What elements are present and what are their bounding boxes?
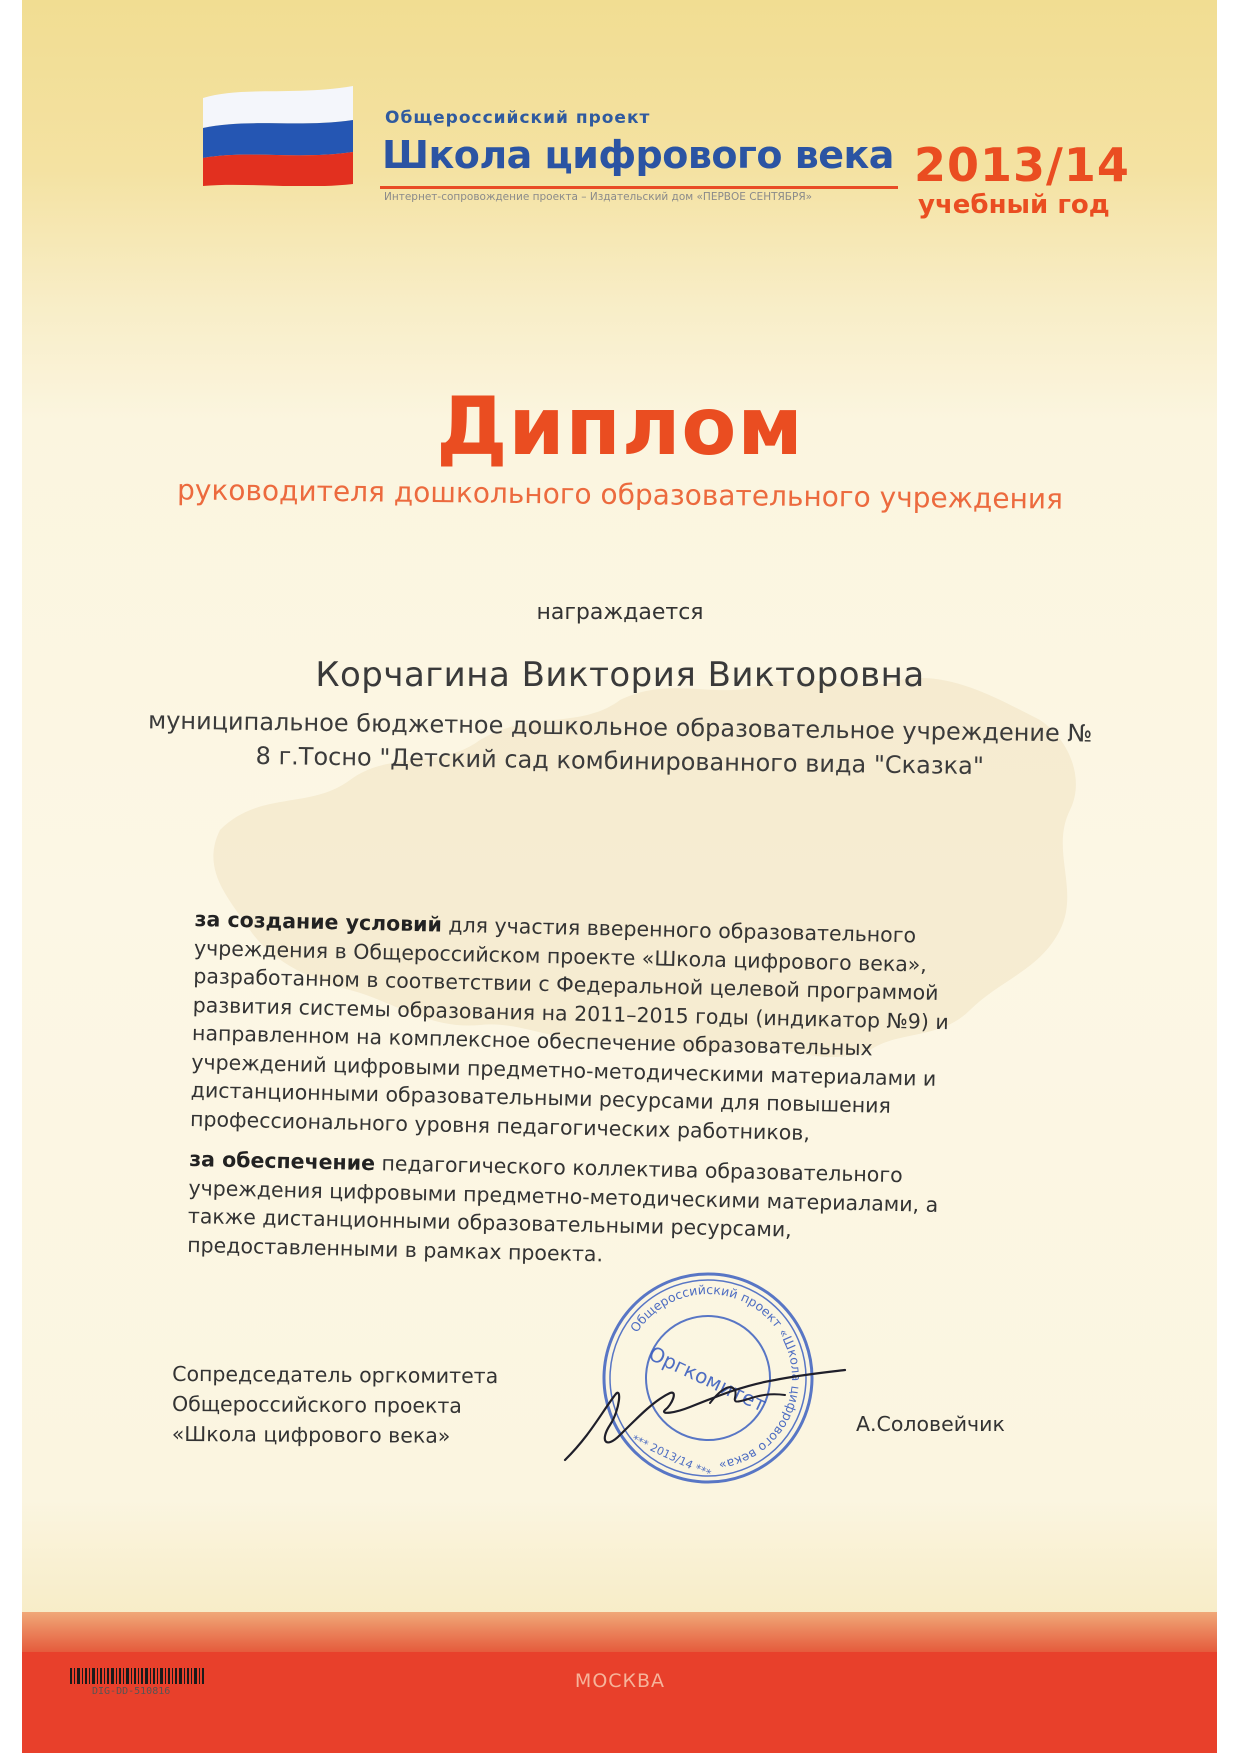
reason-paragraph-2 [187,1145,1009,1278]
signer-role [172,1359,499,1451]
support-line: Интернет-сопровождение проекта – Издательский дом «ПЕРВОЕ СЕНТЯБРЯ» [384,191,813,203]
stamp-ring-text: Общероссийский проект «Школа цифрового века» [627,1281,805,1474]
awarded-label: награждается [536,600,704,625]
signer-role-line-2: Общероссийского проекта [171,1391,463,1418]
city-label: МОСКВА [574,1670,666,1692]
reason-1-text: для участия вверенного образовательного учреждения в Общероссийском проекте «Школа цифрового века», разработанном в соответствии с Федеральной целевой программой развития системы образования на 2011–2015 годы (индикатор №9) и направленном на комплексное обеспечение образовательных учреждений цифровыми предметно-методическими материалами и дистанционными образовательными ресурсами для повышения профессионального уровня педагогических работников, [189,912,949,1145]
russian-flag-icon [203,86,353,186]
signer-role-line-3: «Школа цифрового века» [171,1421,451,1448]
organization [100,703,1141,786]
signer-name: А.Соловейчик [856,1412,1005,1436]
reason-2-text: педагогического коллектива образовательного учреждения цифровыми предметно-методическими материалами, а также дистанционными образовательными ресурсами, предоставленными в рамках проекта. [187,1151,939,1266]
stamp-bottom-text: *** 2013/14 *** [629,1432,714,1481]
academic-year: 2013/14 [914,138,1130,192]
barcode-code: DIG-DD-510816 [92,1686,171,1697]
organization-line-1: муниципальное бюджетное дошкольное образовательное учреждение № [147,706,1093,748]
reason-paragraph-1 [190,905,1015,1152]
project-label: Общероссийский проект [385,108,651,128]
project-name: Школа цифрового века [382,133,894,177]
organization-line-2: 8 г.Тосно "Детский сад комбинированного вида "Сказка" [255,741,985,781]
recipient-name: Корчагина Виктория Викторовна [315,655,925,695]
barcode-icon [70,1668,205,1684]
stamp-center-text: Оргкомитет [644,1341,771,1417]
footer-stripe-top [22,1612,1217,1652]
academic-year-label: учебный год [918,190,1110,220]
reason-2-lead: за обеспечение [188,1146,376,1176]
award-reasons [187,905,1015,1290]
reason-1-lead: за создание условий [194,906,443,937]
diploma-title: Диплом [436,380,804,473]
header-divider [380,186,898,189]
handwritten-signature [560,1355,850,1475]
signer-role-line-1: Сопредседатель оргкомитета [172,1361,499,1389]
diploma-subtitle: руководителя дошкольного образовательного учреждения [176,473,1064,516]
